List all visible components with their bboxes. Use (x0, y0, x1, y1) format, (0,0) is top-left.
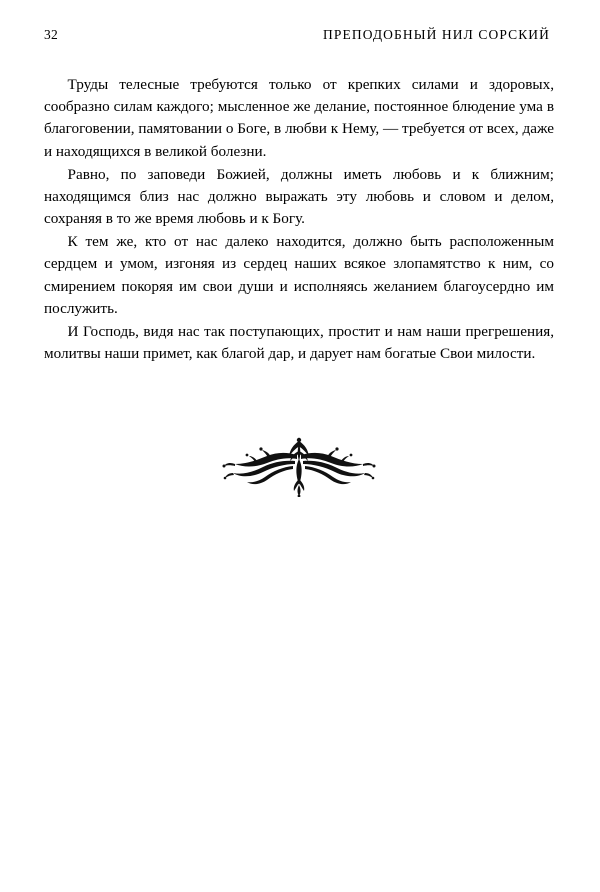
page-number: 32 (44, 27, 58, 42)
running-head (44, 28, 554, 50)
body-text (44, 74, 554, 365)
paragraph: Равно, по заповеди Божией, должны иметь любовь и к ближним; находящимся близ нас должно выражать эту любовь и словом и делом, сохраняя в то же время любовь и к Богу. (44, 165, 554, 228)
floral-ornament-divider-icon (219, 435, 379, 497)
paragraph: Труды телесные требуются только от крепких силами и здоровых, сообразно силам каждого; мысленное же делание, постоянное блюдение ума в благоговении, памятовании о Боге, в любви к Нему, — требуется от всех, даже и находящихся в великой болезни. (44, 76, 554, 160)
paragraph: К тем же, кто от нас далеко находится, должно быть расположенным сердцем и умом, изгоняя из сердец наших всякое злопамятство к ним, со смирением покоряя им свои души и исполняясь желанием благоусердно им послужить. (44, 233, 554, 317)
running-title: ПРЕПОДОБНЫЙ НИЛ СОРСКИЙ (323, 27, 550, 42)
paragraph: И Господь, видя нас так поступающих, простит и нам наши прегрешения, молитвы наши примет, как благой дар, и дарует нам богатые Свои милости. (44, 322, 554, 362)
ornament-container (44, 435, 554, 497)
